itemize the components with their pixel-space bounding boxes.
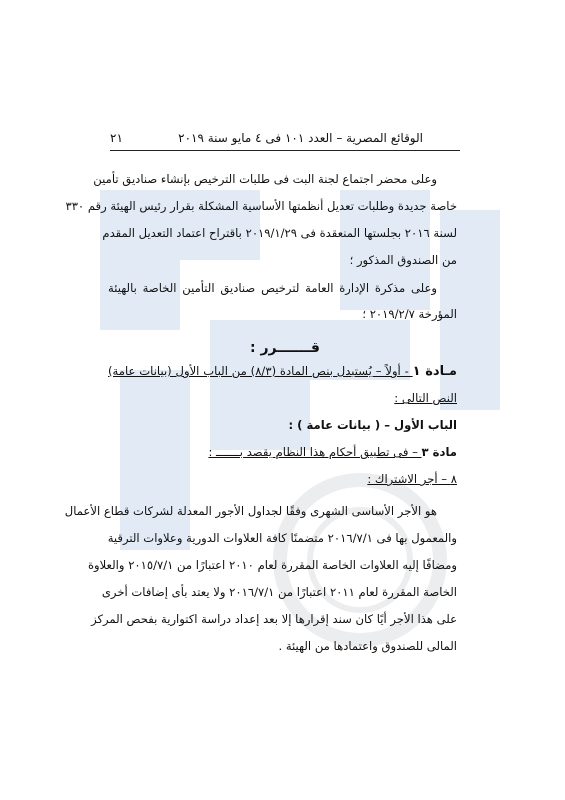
- article-3-label: مادة ٣: [421, 445, 457, 459]
- article-3-text: – فى تطبيق أحكام هذا النظام يقصد بـــــــ :: [208, 445, 422, 459]
- article-1-text: - أولاً – يُستبدل بنص المادة (٨/٣) من الباب الأول (بيانات عامة): [108, 364, 413, 378]
- paragraph-line: من الصندوق المذكور ؛: [349, 253, 457, 267]
- paragraph-line: المالى للصندوق واعتمادها من الهيئة .: [278, 639, 457, 653]
- paragraph-line: وعلى مذكرة الإدارة العامة لترخيص صناديق التأمين الخاصة بالهيئة: [108, 281, 437, 295]
- paragraph-line: والمعمول بها فى ٢٠١٦/٧/١ متضمنًا كافة العلاوات الدورية وعلاوات الترقية: [107, 531, 457, 545]
- paragraph-line: ومضافًا إليه العلاوات الخاصة المقررة لعام ٢٠١٠ اعتبارًا من ٢٠١٥/٧/١ والعلاوة: [87, 558, 457, 572]
- article-1: [108, 363, 457, 380]
- article-1-continuation: النص التالى :: [394, 391, 457, 405]
- header-divider: [110, 150, 460, 151]
- paragraph-line: الخاصة المقررة لعام ٢٠١١ اعتبارًا من ٢٠١٦/٧/١ ولا يعتد بأى إضافات أخرى: [101, 585, 457, 599]
- paragraph-line: على هذا الأجر أيًا كان سند إقرارها إلا بعد إعداد دراسة اكتوارية بفحص المركز: [91, 612, 457, 626]
- page-number: ٢١: [110, 131, 123, 145]
- paragraph-line: وعلى محضر اجتماع لجنة البت فى طلبات الترخيص بإنشاء صناديق تأمين: [93, 172, 437, 186]
- decision-heading: قـــــــرر :: [250, 340, 320, 356]
- paragraph-line: خاصة جديدة وطلبات تعديل أنظمتها الأساسية المشكلة بقرار رئيس الهيئة رقم ٣٣٠: [65, 199, 457, 213]
- article-1-label: مـادة ١: [412, 364, 457, 379]
- paragraph-line: لسنة ٢٠١٦ بجلستها المنعقدة فى ٢٠١٩/١/٢٩ باقتراح اعتماد التعديل المقدم: [102, 226, 457, 240]
- article-3: [208, 444, 457, 460]
- paragraph-line: المؤرخة ٢٠١٩/٢/٧ ؛: [362, 307, 457, 321]
- paragraph-line: هو الأجر الأساسى الشهرى وفقًا لجداول الأجور المعدلة لشركات قطاع الأعمال: [64, 504, 437, 518]
- running-header: الوقائع المصرية – العدد ١٠١ فى ٤ مايو سنة ٢٠١٩: [178, 131, 423, 145]
- section-title: الباب الأول – ( بيانات عامة ) :: [288, 418, 457, 432]
- item-8: ٨ – أجر الاشتراك :: [367, 472, 457, 486]
